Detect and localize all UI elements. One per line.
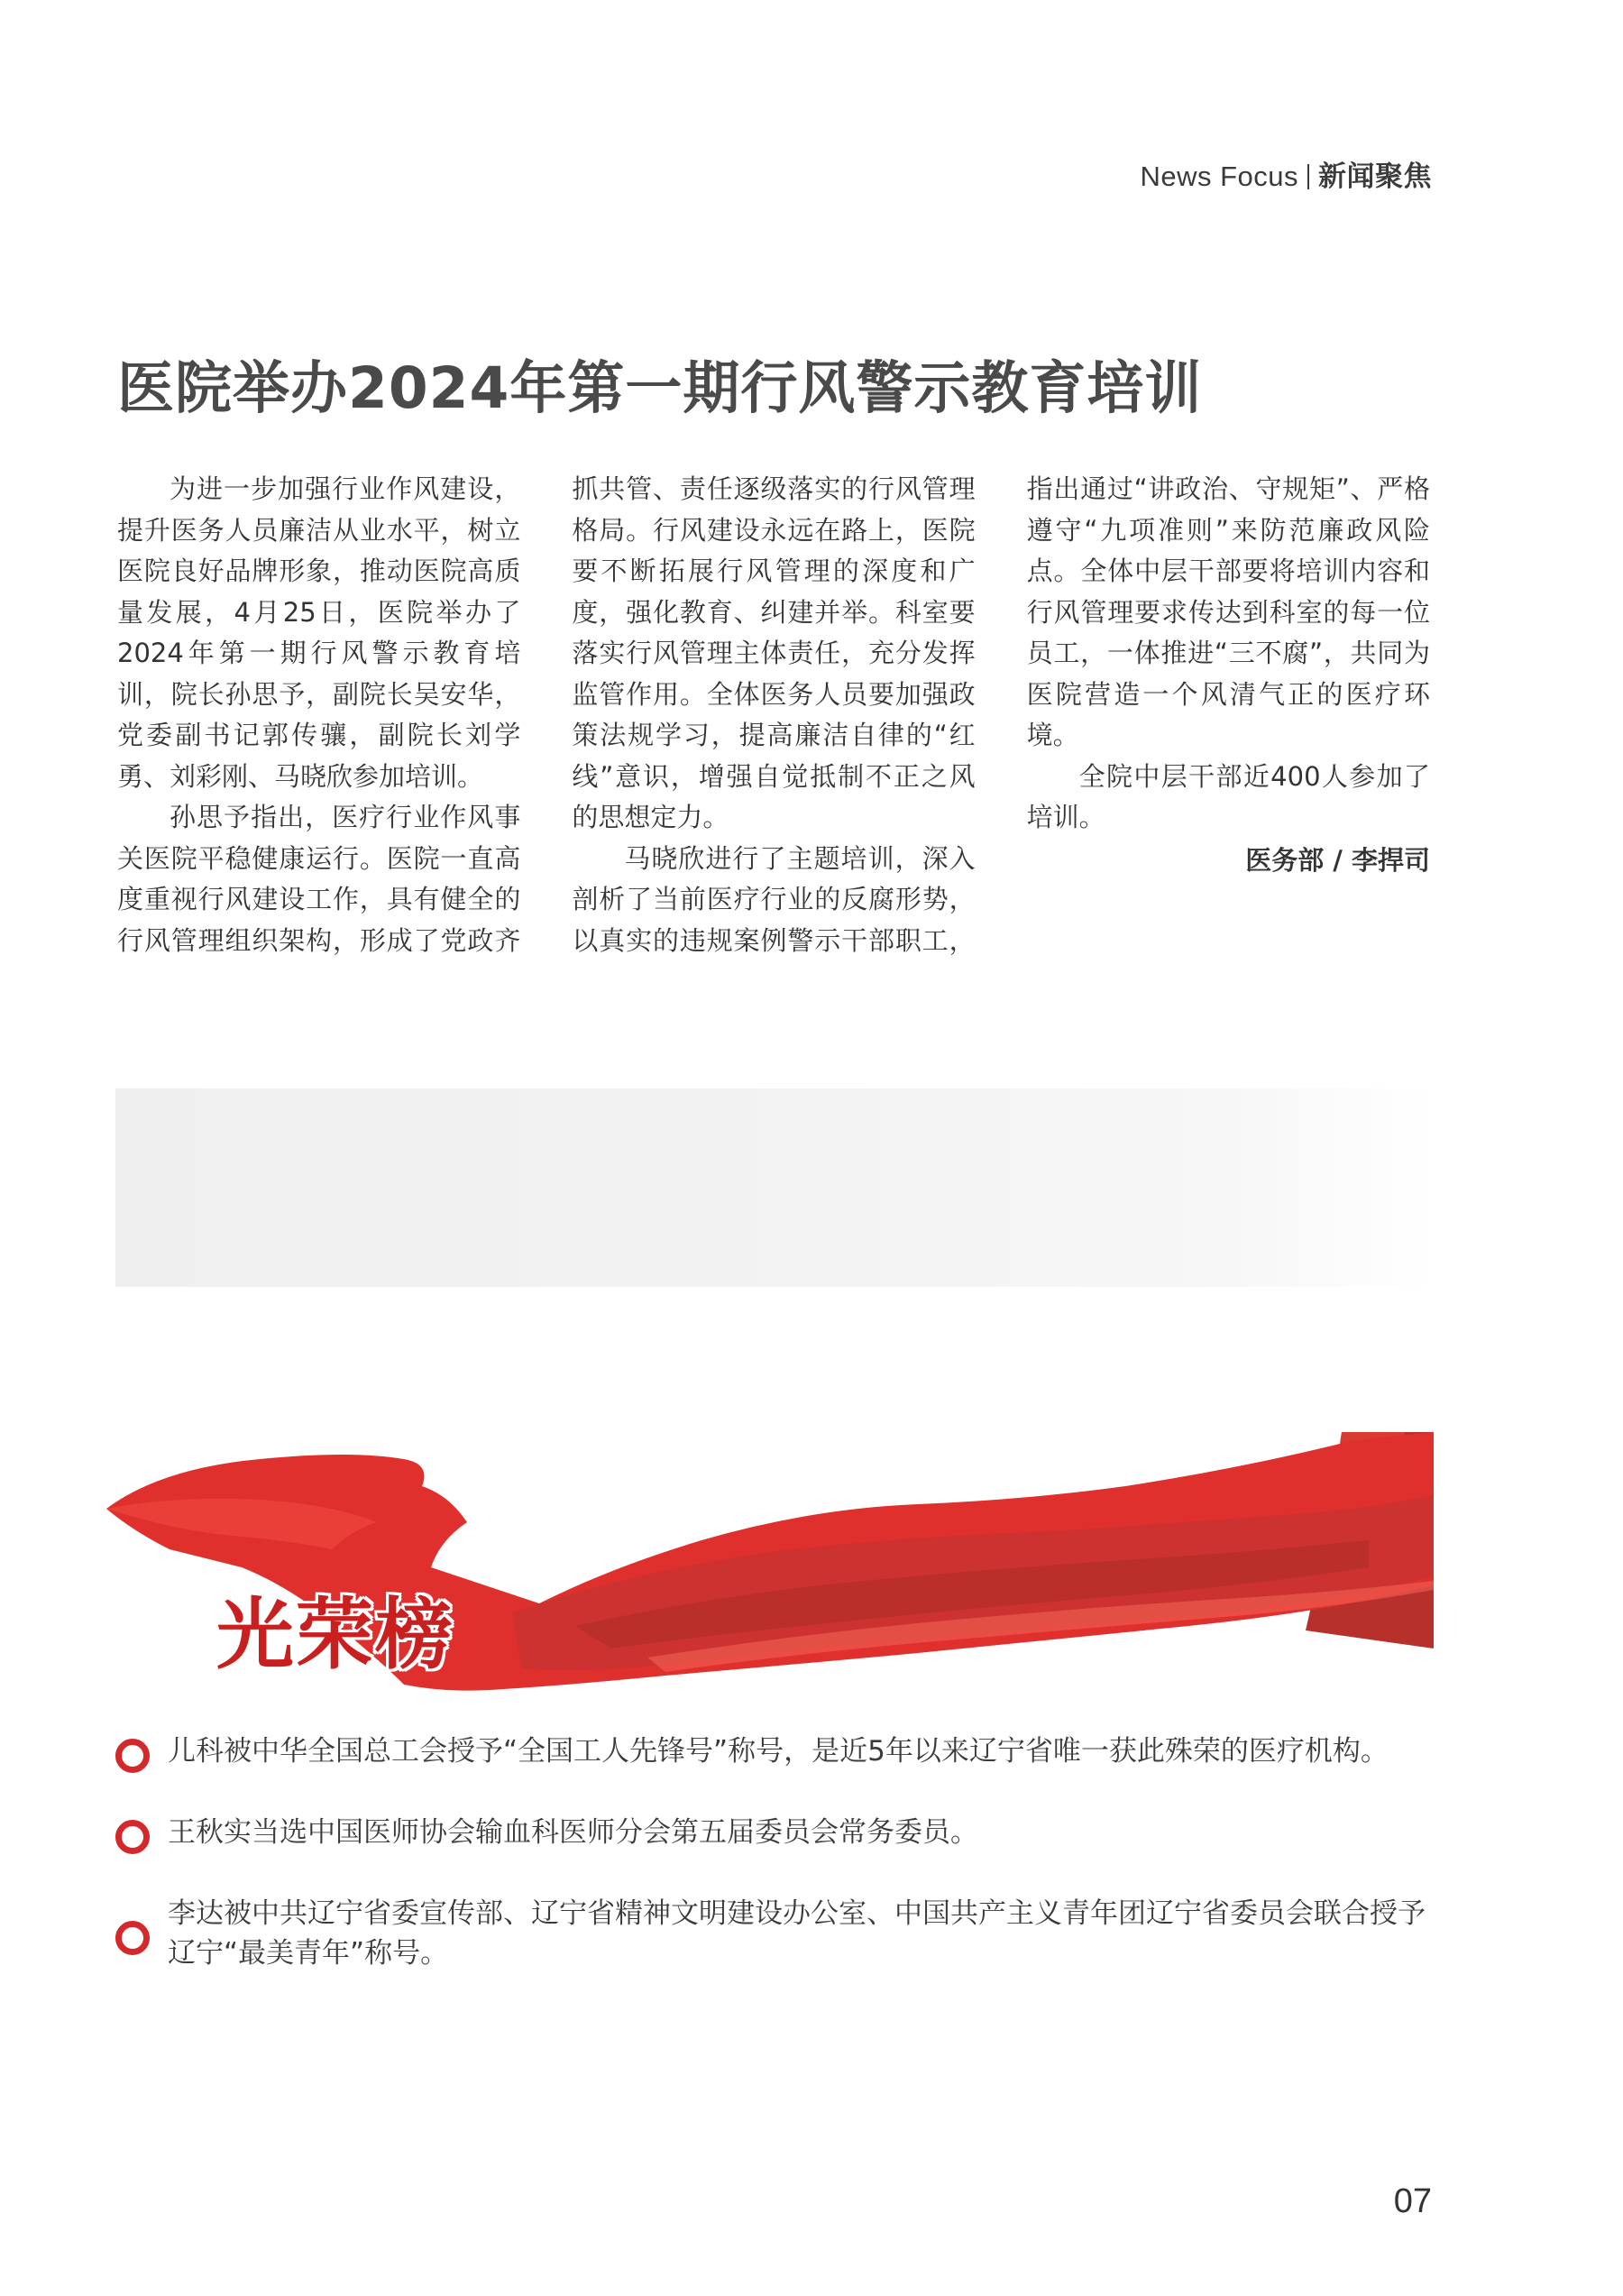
article-paragraph: 马晓欣进行了主题培训，深入剖析了当前医疗行业的反腐形势，以真实的违规案例警示干部职工，指出通过“讲政治、守规矩”、严格遵守“九项准则”来防范廉政风险点。全体中层干部要将培训内容和行风管理要求传达到科室的每一位员工，一体推进“三不腐”，共同为医院营造一个风清气正的医疗环境。: [572, 473, 1430, 956]
article-author: 医务部 / 李捍司: [1245, 844, 1430, 876]
section-name-cn: 新闻聚焦: [1318, 161, 1432, 192]
page-number: 07: [1393, 2182, 1432, 2220]
article-paragraph: 全院中层干部近400人参加了培训。: [1026, 760, 1430, 832]
honor-banner: [106, 1432, 1434, 1703]
honor-item-text: 王秋实当选中国医师协会输血科医师分会第五届委员会常务委员。: [168, 1816, 978, 1849]
article-paragraph: 孙思予指出，医疗行业作风事关医院平稳健康运行。医院一直高度重视行风建设工作，具有健全的行风管理组织架构，形成了党政齐抓共管、责任逐级落实的行风管理格局。行风建设永远在路上，医院要不断拓展行风管理的深度和广度，强化教育、纠建并举。科室要落实行风管理主体责任，充分发挥监管作用。全体医务人员要加强政策法规学习，提高廉洁自律的“红线”意识，增强自觉抵制不正之风的思想定力。: [117, 473, 976, 956]
honor-list: [115, 1731, 1441, 1973]
article-paragraph: 为进一步加强行业作风建设，提升医务人员廉洁从业水平，树立医院良好品牌形象，推动医院高质量发展，4月25日，医院举办了2024年第一期行风警示教育培训，院长孙思予，副院长吴安华，党委副书记郭传骧，副院长刘学勇、刘彩刚、马晓欣参加培训。: [117, 473, 521, 792]
section-name-en: News Focus: [1140, 161, 1298, 192]
honor-item-text: 李达被中共辽宁省委宣传部、辽宁省精神文明建设办公室、中国共产主义青年团辽宁省委员会联合授予辽宁“最美青年”称号。: [168, 1897, 1426, 1970]
honor-item: [115, 1894, 1441, 1973]
gray-banner: [115, 1088, 1432, 1287]
honor-item: [115, 1813, 1441, 1852]
ring-bullet-icon: [115, 1739, 150, 1773]
section-header: [1140, 153, 1432, 194]
ring-bullet-icon: [115, 1820, 150, 1854]
header-divider: [1307, 164, 1309, 189]
article-title: 医院举办2024年第一期行风警示教育培训: [117, 355, 1203, 421]
honor-item: [115, 1731, 1441, 1771]
ring-bullet-icon: [115, 1921, 150, 1955]
article-body: [117, 469, 1430, 974]
honor-item-text: 儿科被中华全国总工会授予“全国工人先锋号”称号，是近5年以来辽宁省唯一获此殊荣的医疗机构。: [168, 1735, 1389, 1768]
honor-roll-title: 光荣榜: [216, 1589, 454, 1680]
